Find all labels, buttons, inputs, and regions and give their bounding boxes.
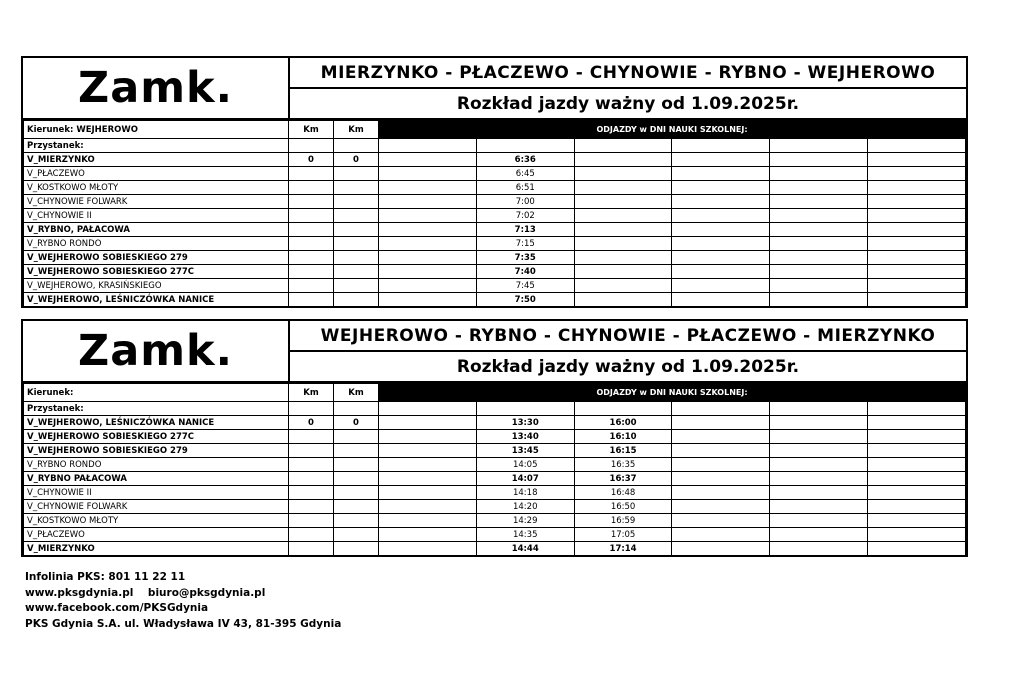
departure-time: 17:14 [574,542,672,556]
departure-time: 17:05 [574,528,672,542]
departure-time: 13:30 [476,416,574,430]
empty-cell [868,139,966,153]
empty-cell [672,430,770,444]
table-row [24,472,966,486]
hotline-text: Infolinia PKS: 801 11 22 11 [25,571,186,583]
stop-name: V_WEJHEROWO SOBIESKIEGO 277C [24,430,289,444]
stop-name: V_WEJHEROWO, LEŚNICZÓWKA NANICE [24,416,289,430]
empty-cell [770,223,868,237]
empty-cell [574,139,672,153]
km-value [289,251,334,265]
departure-time [574,153,672,167]
empty-cell [868,486,966,500]
empty-cell [770,181,868,195]
empty-cell [770,209,868,223]
empty-cell [379,293,477,307]
table-row [24,279,966,293]
empty-cell [672,279,770,293]
km-header: Km [334,121,379,139]
empty-cell [770,416,868,430]
empty-cell [868,293,966,307]
empty-cell [379,472,477,486]
empty-cell [672,293,770,307]
km-value [334,181,379,195]
stop-name: V_KOSTKOWO MŁOTY [24,181,289,195]
empty-cell [868,416,966,430]
header-row [24,121,966,139]
table-row [24,251,966,265]
zamk-label: Zamk. [23,321,290,381]
departure-time: 16:10 [574,430,672,444]
km-value: 0 [334,153,379,167]
table-row [24,486,966,500]
table-row [24,223,966,237]
empty-cell [770,528,868,542]
departure-time: 16:35 [574,458,672,472]
departure-time [574,209,672,223]
empty-cell [476,139,574,153]
empty-cell [868,167,966,181]
empty-cell [379,458,477,472]
stop-name: V_KOSTKOWO MŁOTY [24,514,289,528]
departure-time: 16:48 [574,486,672,500]
empty-cell [379,181,477,195]
empty-cell [379,402,477,416]
empty-cell [379,486,477,500]
validity-text: Rozkład jazdy ważny od 1.09.2025r. [456,93,800,114]
empty-cell [770,195,868,209]
km-value [334,223,379,237]
empty-cell [770,153,868,167]
empty-cell [770,486,868,500]
empty-cell [672,195,770,209]
empty-cell [770,514,868,528]
departure-time [574,181,672,195]
departure-time: 16:59 [574,514,672,528]
timetable-block-2 [21,319,968,557]
empty-cell [379,514,477,528]
empty-cell [672,153,770,167]
stop-name: V_RYBNO PAŁACOWA [24,472,289,486]
empty-cell [379,237,477,251]
empty-cell [672,251,770,265]
table-row [24,237,966,251]
departure-time: 14:18 [476,486,574,500]
departure-time: 14:35 [476,528,574,542]
km-value [334,251,379,265]
empty-cell [379,542,477,556]
empty-cell [868,444,966,458]
departure-time: 13:40 [476,430,574,444]
departure-time [574,279,672,293]
empty-cell [289,402,334,416]
empty-cell [770,265,868,279]
stop-name: V_CHYNOWIE II [24,209,289,223]
empty-cell [770,542,868,556]
empty-cell [770,167,868,181]
facebook-link[interactable]: www.facebook.com/PKSGdynia [25,602,209,614]
table-row [24,500,966,514]
empty-cell [334,402,379,416]
empty-cell [672,237,770,251]
table-row [24,430,966,444]
km-value [289,500,334,514]
departure-time: 6:51 [476,181,574,195]
km-value [334,500,379,514]
km-header: Km [289,384,334,402]
departure-time: 7:13 [476,223,574,237]
empty-cell [672,402,770,416]
departure-time: 13:45 [476,444,574,458]
km-value [289,514,334,528]
km-value [289,181,334,195]
empty-cell [379,265,477,279]
timetable-header [23,321,966,383]
empty-cell [574,402,672,416]
empty-cell [379,528,477,542]
empty-cell [672,444,770,458]
direction-label: Kierunek: [24,384,289,402]
timetable-block-1 [21,56,968,308]
km-header: Km [334,384,379,402]
table-row [24,416,966,430]
km-value [334,542,379,556]
empty-cell [476,402,574,416]
empty-cell [770,430,868,444]
stops-label-row [24,402,966,416]
km-value [289,542,334,556]
departure-time: 16:37 [574,472,672,486]
empty-cell [672,514,770,528]
departure-time [574,251,672,265]
table-row [24,514,966,528]
table-row [24,181,966,195]
departure-time: 16:00 [574,416,672,430]
empty-cell [868,542,966,556]
km-value [289,528,334,542]
route-title: WEJHEROWO - RYBNO - CHYNOWIE - PŁACZEWO - MIERZYNKO [290,321,966,352]
empty-cell [868,500,966,514]
km-value [334,209,379,223]
empty-cell [868,237,966,251]
empty-cell [868,458,966,472]
km-value [334,458,379,472]
empty-cell [672,181,770,195]
empty-cell [379,209,477,223]
km-value [289,195,334,209]
empty-cell [868,279,966,293]
departure-time: 7:40 [476,265,574,279]
zamk-label: Zamk. [23,58,290,118]
empty-cell [868,528,966,542]
timetable-table [23,120,966,307]
stop-name: V_MIERZYNKO [24,153,289,167]
empty-cell [770,237,868,251]
km-value [289,293,334,307]
departures-header: ODJAZDY w DNI NAUKI SZKOLNEJ: [379,384,966,402]
contact-footer [25,570,341,632]
table-row [24,542,966,556]
departure-time: 16:50 [574,500,672,514]
km-value: 0 [334,416,379,430]
empty-cell [868,181,966,195]
empty-cell [770,139,868,153]
stops-label: Przystanek: [24,139,289,153]
empty-cell [868,402,966,416]
empty-cell [672,486,770,500]
stop-name: V_MIERZYNKO [24,542,289,556]
empty-cell [672,528,770,542]
empty-cell [770,402,868,416]
km-value [334,528,379,542]
stop-name: V_RYBNO RONDO [24,458,289,472]
departure-time: 6:36 [476,153,574,167]
stops-label-row [24,139,966,153]
departure-time: 7:35 [476,251,574,265]
empty-cell [379,223,477,237]
empty-cell [379,153,477,167]
stops-label: Przystanek: [24,402,289,416]
empty-cell [379,500,477,514]
empty-cell [868,209,966,223]
website-email-text: www.pksgdynia.pl biuro@pksgdynia.pl [25,586,266,599]
stop-name: V_WEJHEROWO SOBIESKIEGO 279 [24,444,289,458]
empty-cell [672,472,770,486]
km-value [334,472,379,486]
departure-time: 7:00 [476,195,574,209]
km-value [289,265,334,279]
km-value [334,195,379,209]
empty-cell [289,139,334,153]
km-value [334,279,379,293]
km-value [289,279,334,293]
empty-cell [379,279,477,293]
km-value [289,444,334,458]
route-title: MIERZYNKO - PŁACZEWO - CHYNOWIE - RYBNO - WEJHEROWO [290,58,966,89]
stop-name: V_WEJHEROWO SOBIESKIEGO 279 [24,251,289,265]
departure-time: 7:50 [476,293,574,307]
stop-name: V_PŁACZEWO [24,167,289,181]
empty-cell [868,514,966,528]
departure-time: 6:45 [476,167,574,181]
empty-cell [770,279,868,293]
departure-time: 14:05 [476,458,574,472]
empty-cell [379,139,477,153]
empty-cell [770,458,868,472]
address-text: PKS Gdynia S.A. ul. Władysława IV 43, 81-395 Gdynia [25,617,342,630]
departure-time: 16:15 [574,444,672,458]
departure-time: 14:44 [476,542,574,556]
empty-cell [672,223,770,237]
km-value [289,430,334,444]
stop-name: V_WEJHEROWO SOBIESKIEGO 277C [24,265,289,279]
departure-time: 14:20 [476,500,574,514]
empty-cell [672,458,770,472]
departure-time: 14:07 [476,472,574,486]
empty-cell [868,251,966,265]
empty-cell [868,223,966,237]
stop-name: V_RYBNO, PAŁACOWA [24,223,289,237]
km-value [289,209,334,223]
empty-cell [770,444,868,458]
empty-cell [672,500,770,514]
km-value: 0 [289,416,334,430]
empty-cell [379,251,477,265]
empty-cell [379,167,477,181]
table-row [24,153,966,167]
km-value: 0 [289,153,334,167]
empty-cell [868,430,966,444]
km-value [334,486,379,500]
empty-cell [672,265,770,279]
departure-time: 14:29 [476,514,574,528]
km-value [334,514,379,528]
km-value [334,237,379,251]
stop-name: V_WEJHEROWO, LEŚNICZÓWKA NANICE [24,293,289,307]
empty-cell [672,209,770,223]
table-row [24,167,966,181]
km-value [334,293,379,307]
table-row [24,293,966,307]
empty-cell [770,251,868,265]
table-row [24,209,966,223]
departure-time [574,195,672,209]
departure-time [574,167,672,181]
timetable-table [23,383,966,556]
empty-cell [334,139,379,153]
empty-cell [868,265,966,279]
empty-cell [379,430,477,444]
km-value [289,486,334,500]
departure-time: 7:45 [476,279,574,293]
stop-name: V_PŁACZEWO [24,528,289,542]
km-value [334,167,379,181]
empty-cell [379,195,477,209]
departures-header: ODJAZDY w DNI NAUKI SZKOLNEJ: [379,121,966,139]
empty-cell [770,293,868,307]
stop-name: V_RYBNO RONDO [24,237,289,251]
km-value [289,472,334,486]
table-row [24,195,966,209]
empty-cell [379,444,477,458]
departure-time: 7:15 [476,237,574,251]
empty-cell [868,153,966,167]
table-row [24,458,966,472]
stop-name: V_CHYNOWIE FOLWARK [24,195,289,209]
empty-cell [868,472,966,486]
empty-cell [672,416,770,430]
empty-cell [672,167,770,181]
km-value [334,430,379,444]
departure-time: 7:02 [476,209,574,223]
stop-name: V_CHYNOWIE FOLWARK [24,500,289,514]
table-row [24,528,966,542]
direction-label: Kierunek: WEJHEROWO [24,121,289,139]
km-value [289,223,334,237]
empty-cell [672,542,770,556]
empty-cell [672,139,770,153]
stop-name: V_WEJHEROWO, KRASIŃSKIEGO [24,279,289,293]
departure-time [574,265,672,279]
km-header: Km [289,121,334,139]
empty-cell [868,195,966,209]
stop-name: V_CHYNOWIE II [24,486,289,500]
departure-time [574,293,672,307]
km-value [289,237,334,251]
empty-cell [770,500,868,514]
km-value [334,265,379,279]
km-value [289,458,334,472]
timetable-header [23,58,966,120]
departure-time [574,237,672,251]
departure-time [574,223,672,237]
validity-text: Rozkład jazdy ważny od 1.09.2025r. [456,356,800,377]
table-row [24,265,966,279]
header-row [24,384,966,402]
empty-cell [379,416,477,430]
empty-cell [770,472,868,486]
km-value [334,444,379,458]
table-row [24,444,966,458]
km-value [289,167,334,181]
